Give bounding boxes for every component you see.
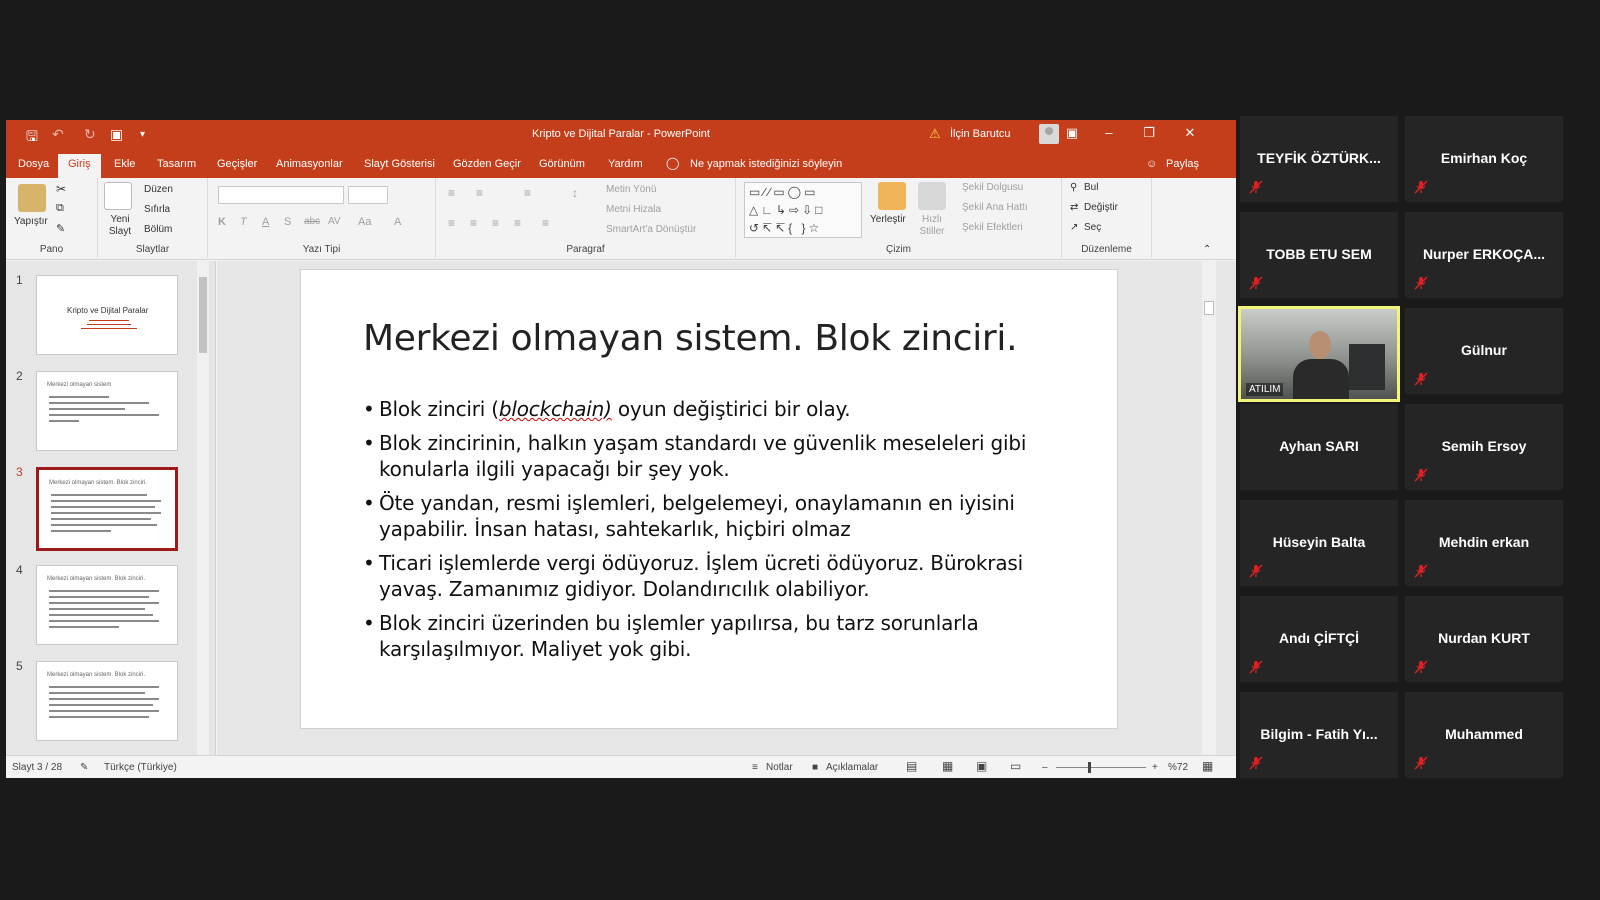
present-icon[interactable]: ▣ [110, 126, 124, 142]
align-center-icon[interactable]: ≡ [470, 216, 478, 230]
muted-mic-icon [1249, 276, 1263, 290]
share-button[interactable]: Paylaş [1166, 158, 1200, 170]
find-icon[interactable]: ⚲ [1070, 182, 1078, 193]
slide-sorter-icon[interactable]: ▦ [942, 759, 954, 773]
thumbnail-number: 3 [16, 465, 23, 479]
group-label-pano: Pano [39, 244, 64, 255]
muted-mic-icon [1414, 756, 1428, 770]
thumbnail-line [51, 512, 161, 514]
justify-icon[interactable]: ≡ [514, 216, 522, 230]
ribbon-tabs [6, 150, 1236, 178]
group-cizim [736, 178, 1062, 258]
muted-mic-icon [1414, 276, 1428, 290]
participant-name: TOBB ETU SEM [1266, 246, 1372, 262]
select-icon[interactable]: ↗ [1070, 222, 1079, 233]
participant-video-tile[interactable] [1238, 306, 1400, 402]
bullet-3: • Öte yandan, resmi işlemleri, belgelemeyi, onaylamanın en iyisini yapabilir. İnsan hatası, sahtekarlık, hiçbiri olmaz [363, 490, 1063, 542]
tell-me-search[interactable]: Ne yapmak istediğinizi söyleyin [690, 158, 843, 170]
thumbnail-line [49, 704, 153, 706]
warning-icon[interactable]: ⚠ [929, 126, 941, 141]
find-button[interactable]: Bul [1084, 182, 1099, 193]
replace-icon[interactable]: ⇄ [1070, 202, 1079, 213]
bullet-1-pre: Blok zinciri ( [379, 397, 499, 421]
reset-button[interactable]: Sıfırla [144, 204, 171, 215]
bullet-1-italic: blockchain) [498, 397, 612, 421]
smartart-button[interactable]: SmartArt'a Dönüştür [606, 224, 697, 235]
user-name[interactable]: İlçin Barutcu [950, 128, 1011, 140]
muted-mic-icon [1414, 180, 1428, 194]
thumbnail-line [49, 620, 159, 622]
thumbnail-line [49, 626, 119, 628]
quick-styles-button[interactable]: Hızlı Stiller [919, 214, 945, 237]
avatar[interactable] [1039, 124, 1059, 144]
fit-slide-icon[interactable]: ▦ [1202, 759, 1214, 773]
slideshow-icon[interactable]: ▭ [1010, 759, 1022, 773]
status-bar [6, 755, 1236, 778]
cut-icon[interactable]: ✂ [56, 182, 67, 196]
thumbnail-line [51, 494, 147, 496]
tab-tasarim[interactable]: Tasarım [157, 158, 197, 170]
thumbnail-line [51, 524, 157, 526]
thumbnail-scrollbar[interactable] [197, 261, 209, 755]
redo-icon[interactable]: ↻ [84, 126, 96, 142]
arrange-icon[interactable] [878, 182, 906, 210]
ribbon [6, 178, 1236, 260]
slide-thumbnail-2[interactable] [36, 371, 178, 451]
collapse-ribbon-icon[interactable]: ⌃ [1203, 244, 1212, 255]
tab-gecisler[interactable]: Geçişler [217, 158, 258, 170]
participant-name: Bilgim - Fatih Yı... [1260, 726, 1378, 742]
participant-name: Gülnur [1461, 342, 1507, 358]
participant-name: TEYFİK ÖZTÜRK... [1257, 150, 1381, 166]
tab-gorunum[interactable]: Görünüm [539, 158, 585, 170]
thumbnail-line [49, 414, 159, 416]
participant-tile[interactable] [1405, 596, 1563, 682]
thumbnail-title: Kripto ve Dijital Paralar [67, 306, 149, 315]
char-spacing-icon[interactable]: AV [328, 216, 341, 227]
shapes-gallery[interactable]: ▭∕∕▭◯▭ △∟↳⇨⇩□ ↺↸↸{ }☆ [744, 182, 862, 238]
zoom-out-icon[interactable]: – [1042, 762, 1048, 773]
slide-thumbnail-panel [6, 261, 216, 755]
slide-editing-area [217, 261, 1236, 755]
group-slaytlar [98, 178, 208, 258]
normal-view-icon[interactable]: ▤ [906, 759, 918, 773]
thumbnail-number: 2 [16, 369, 23, 383]
participant-name: Muhammed [1445, 726, 1523, 742]
thumbnail-line [49, 602, 159, 604]
ribbon-display-icon[interactable]: ▣ [1065, 125, 1079, 140]
change-case-icon[interactable]: Aa [358, 216, 372, 228]
muted-mic-icon [1249, 756, 1263, 770]
thumbnail-title: Merkezi olmayan sistem. Blok zinciri. [49, 480, 148, 486]
notes-icon[interactable]: ≡ [752, 762, 758, 773]
numbering-icon[interactable]: ≡ [476, 186, 484, 200]
comments-button[interactable]: Açıklamalar [826, 762, 879, 773]
bullet-2: • Blok zincirinin, halkın yaşam standardı ve güvenlik meseleleri gibi konularla ilgili yapacağı bir şey yok. [363, 430, 1063, 482]
thumbnail-line [49, 614, 153, 616]
tab-dosya[interactable]: Dosya [18, 158, 50, 170]
group-label-duzenleme: Düzenleme [1081, 244, 1132, 255]
share-icon[interactable]: ☺ [1146, 158, 1158, 170]
participant-tile[interactable] [1240, 116, 1398, 202]
thumbnail-line [49, 698, 159, 700]
format-painter-icon[interactable]: ✎ [56, 223, 66, 235]
section-button[interactable]: Bölüm [144, 224, 173, 235]
muted-mic-icon [1414, 468, 1428, 482]
muted-mic-icon [1249, 660, 1263, 674]
zoom-in-icon[interactable]: + [1152, 762, 1158, 773]
thumbnail-line [51, 530, 111, 532]
notes-button[interactable]: Notlar [766, 762, 793, 773]
muted-mic-icon [1414, 564, 1428, 578]
strikethrough-icon[interactable]: abc [304, 216, 321, 227]
participant-tile[interactable] [1240, 212, 1398, 298]
italic-icon[interactable]: T [240, 216, 247, 228]
thumbnail-line [49, 396, 109, 398]
align-text-button[interactable]: Metni Hizala [606, 204, 662, 215]
paste-button[interactable]: Yapıştır [14, 216, 48, 227]
thumbnail-line [51, 500, 161, 502]
group-label-cizim: Çizim [886, 244, 911, 255]
thumbnail-title: Merkezi olmayan sistem [47, 382, 112, 388]
bullet-1 [363, 396, 1063, 422]
video-shelf [1349, 344, 1385, 390]
participant-name: Andı ÇİFTÇİ [1278, 630, 1360, 646]
columns-icon[interactable]: ≡ [542, 216, 550, 230]
arrange-button[interactable]: Yerleştir [870, 214, 906, 225]
thumbnail-line [49, 692, 145, 694]
participant-tile[interactable] [1405, 116, 1563, 202]
undo-icon[interactable]: ↶ [52, 126, 64, 142]
group-label-slaytlar: Slaytlar [135, 244, 170, 255]
tab-ekle[interactable]: Ekle [114, 158, 136, 170]
thumbnail-line [51, 506, 155, 508]
bullet-4: • Ticari işlemlerde vergi ödüyoruz. İşlem ücreti ödüyoruz. Bürokrasi yavaş. Zamanımız gidiyor. Dolandırıcılık olabiliyor. [363, 550, 1063, 602]
quick-styles-icon[interactable] [918, 182, 946, 210]
group-yazi-tipi [208, 178, 436, 258]
participant-tile[interactable] [1405, 404, 1563, 490]
participant-name: Semih Ersoy [1441, 438, 1527, 454]
thumbnail-number: 5 [16, 659, 23, 673]
muted-mic-icon [1249, 564, 1263, 578]
muted-mic-icon [1414, 660, 1428, 674]
align-right-icon[interactable]: ≡ [492, 216, 500, 230]
participant-tile[interactable] [1240, 692, 1398, 778]
participant-name: Emirhan Koç [1440, 150, 1528, 166]
customize-toolbar-icon[interactable]: ▾ [140, 129, 146, 140]
participant-name: Ayhan SARI [1279, 438, 1359, 454]
slide-thumbnail-3-selected[interactable] [36, 467, 178, 551]
text-direction-button[interactable]: Metin Yönü [606, 184, 657, 195]
thumbnail-number: 4 [16, 563, 23, 577]
shape-effects-button[interactable]: Şekil Efektleri [962, 222, 1023, 233]
slide-scrollbar[interactable] [1202, 261, 1216, 755]
restore-icon[interactable]: ❐ [1143, 125, 1155, 140]
new-slide-button[interactable]: Yeni Slayt [108, 214, 132, 237]
thumbnail-line [49, 608, 145, 610]
tab-gozden-gecir[interactable]: Gözden Geçir [453, 158, 521, 170]
participant-tile[interactable] [1405, 308, 1563, 394]
shape-fill-button[interactable]: Şekil Dolgusu [962, 182, 1024, 193]
video-participant-name: ATILIM [1246, 383, 1283, 396]
thumbnail-line [49, 402, 149, 404]
slide-scroll-thumb[interactable] [1204, 301, 1214, 315]
thumbnail-line [49, 408, 125, 410]
save-icon[interactable]: 🖫 [26, 128, 38, 144]
group-paragraf [436, 178, 736, 258]
group-pano [6, 178, 98, 258]
slide-thumbnail-4[interactable] [36, 565, 178, 645]
thumbnail-line [87, 324, 131, 325]
slide-counter: Slayt 3 / 28 [12, 762, 63, 773]
group-label-yazi-tipi: Yazı Tipi [302, 244, 341, 255]
participant-tile[interactable] [1240, 500, 1398, 586]
title-bar [6, 120, 1236, 150]
participant-name: Nurper ERKOÇA... [1422, 246, 1546, 262]
paste-icon[interactable] [18, 184, 46, 212]
participant-tile[interactable] [1405, 692, 1563, 778]
thumbnail-line [89, 320, 129, 321]
video-person-body [1293, 359, 1349, 399]
copy-icon[interactable]: ⧉ [56, 202, 64, 214]
muted-mic-icon [1414, 372, 1428, 386]
thumbnail-line [49, 686, 159, 688]
indent-icon[interactable]: ≡ [524, 186, 532, 200]
font-name-select[interactable] [218, 186, 344, 204]
group-duzenleme [1062, 178, 1152, 258]
spellcheck-icon[interactable]: ✎ [80, 762, 89, 773]
bullet-5: • Blok zinciri üzerinden bu işlemler yapılırsa, bu tarz sorunlarla karşılaşılmıyor. Maliyet yok gibi. [363, 610, 1063, 662]
participant-name: Nurdan KURT [1438, 630, 1530, 646]
replace-button[interactable]: Değiştir [1084, 202, 1118, 213]
zoom-slider[interactable] [1056, 767, 1146, 768]
shape-outline-button[interactable]: Şekil Ana Hattı [962, 202, 1028, 213]
font-size-select[interactable] [348, 186, 388, 204]
lightbulb-icon: ◯ [666, 156, 680, 170]
thumbnail-title: Merkezi olmayan sistem. Blok zinciri. [47, 672, 146, 678]
zoom-slider-knob[interactable] [1088, 762, 1091, 773]
line-spacing-icon[interactable]: ↕ [572, 186, 578, 200]
participant-tile[interactable] [1405, 212, 1563, 298]
layout-button[interactable]: Düzen [144, 184, 173, 195]
font-color-icon[interactable]: A [394, 216, 402, 228]
participant-tile[interactable] [1240, 404, 1398, 490]
window-title: Kripto ve Dijital Paralar - PowerPoint [532, 128, 710, 140]
participant-name: Mehdin erkan [1438, 534, 1530, 550]
underline-icon[interactable]: A [262, 216, 270, 228]
powerpoint-window [6, 120, 1236, 778]
thumbnail-title: Merkezi olmayan sistem. Blok zinciri. [47, 576, 146, 582]
group-label-paragraf: Paragraf [566, 244, 605, 255]
align-left-icon[interactable]: ≡ [448, 216, 456, 230]
language-indicator[interactable]: Türkçe (Türkiye) [104, 762, 177, 773]
current-slide[interactable] [300, 269, 1118, 729]
thumbnail-line [81, 328, 137, 329]
close-icon[interactable]: ✕ [1184, 125, 1196, 140]
video-person-head [1309, 331, 1331, 359]
reading-view-icon[interactable]: ▣ [976, 759, 988, 773]
participant-tile[interactable] [1240, 596, 1398, 682]
slide-title[interactable]: Merkezi olmayan sistem. Blok zinciri. [363, 318, 1018, 359]
tab-yardim[interactable]: Yardım [608, 158, 643, 170]
thumbnail-line [49, 710, 159, 712]
thumbnail-line [49, 590, 159, 592]
thumbnail-line [49, 716, 149, 718]
select-button[interactable]: Seç [1084, 222, 1102, 233]
thumbnail-number: 1 [16, 273, 23, 287]
thumbnail-line [49, 420, 79, 422]
bold-icon[interactable]: K [218, 216, 226, 228]
thumbnail-line [49, 596, 149, 598]
slide-thumbnail-1[interactable] [36, 275, 178, 355]
slide-bullet-list[interactable] [363, 396, 1063, 670]
tab-giris[interactable]: Giriş [58, 154, 101, 178]
minimize-icon[interactable]: – [1105, 125, 1113, 140]
slide-thumbnail-5[interactable] [36, 661, 178, 741]
tab-animasyonlar[interactable]: Animasyonlar [276, 158, 343, 170]
zoom-level[interactable]: %72 [1168, 762, 1189, 773]
comments-icon[interactable]: ■ [812, 762, 819, 773]
bullets-icon[interactable]: ≡ [448, 186, 456, 200]
shadow-icon[interactable]: S [284, 216, 292, 228]
bullet-1-post: oyun değiştirici bir olay. [611, 397, 851, 421]
thumbnail-line [51, 518, 151, 520]
participant-name: Hüseyin Balta [1272, 534, 1366, 550]
thumbnail-scroll-thumb[interactable] [199, 277, 207, 353]
tab-slayt-gosterisi[interactable]: Slayt Gösterisi [364, 158, 435, 170]
new-slide-icon[interactable] [104, 182, 132, 210]
muted-mic-icon [1249, 180, 1263, 194]
participant-tile[interactable] [1405, 500, 1563, 586]
